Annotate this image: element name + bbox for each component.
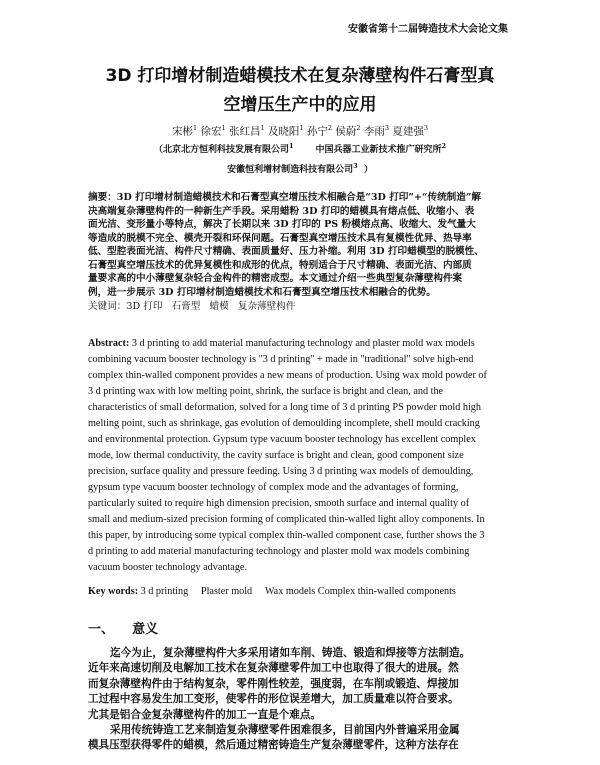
body-line: 采用传统铸造工艺来制造复杂薄壁零件困难很多，目前国内外普遍采用金属 [110,724,460,737]
body-line: 迄今为止，复杂薄壁构件大多采用诸如车削、铸造、锻造和焊接等方法制造。 [110,647,471,659]
running-header: 安徽省第十二届铸造技术大会论文集 [348,24,508,35]
abstract-label: 摘要： [88,192,117,203]
author-name: 孙宁 [306,125,328,138]
keyword: 3 d printing [140,586,189,597]
affiliation-2: 中国兵器工业新技术推广研究所 [315,145,442,155]
abstract-line [88,286,512,300]
abstract-text: characteristics of small deformation, solved for a long time of 3 d printing PS powder mold high [88,402,481,413]
affiliation-line-2 [0,158,600,178]
abstract-text: 面光洁、变形量小等特点，解决了长期以来 3D 打印的 PS 粉模熔点高、收缩大、发气量大 [88,219,476,230]
section-number: 一、 [88,622,115,637]
author-affiliation-sup: 1 [192,124,198,132]
abstract-text: 例，进一步展示 3D 打印增材制造蜡模技术和石膏型真空增压技术相融合的优势。 [88,286,436,298]
abstract-line [88,272,512,286]
abstract-line [88,259,512,273]
keyword: 复杂薄壁构件 [237,301,296,312]
abstract-text: 等造成的脱模不完全、模壳开裂和环保问题。石膏型真空增压技术具有复模性优异、热导率 [88,232,472,244]
body-line: 工过程中容易发生加工变形，使零件的形位误差增大，加工质量难以符合要求。 [88,693,459,706]
affiliations [0,138,600,178]
abstract-line [88,218,512,232]
body-text [88,646,512,754]
title-line-2: 空增压生产中的应用 [223,95,377,115]
abstract-text: complex thin-walled component provides a new means of production. Using wax mold powder of [88,370,487,381]
affiliation-1-sup: 1 [289,142,294,150]
affiliation-line-1 [0,138,600,158]
abstract-line [88,368,518,384]
author-name: 夏建强 [392,125,424,138]
abstract-text: 3D 打印增材制造蜡模技术和石膏型真空增压技术相融合是“3D 打印”+“传统制造”解 [116,192,481,203]
abstract-text: precision, surface quality and pressure feeding. Using 3 d printing wax models of demoulding, [88,466,474,477]
keyword: 3D 打印 [126,301,163,312]
author-affiliation-sup: 3 [423,124,429,132]
affiliation-close: ） [363,165,373,175]
section-title: 意义 [132,622,159,637]
abstract-text: this paper, by introducing some typical complex thin-walled component case, further shows the 3 [88,530,485,541]
body-line: 近年来高速切削及电解加工技术在复杂薄壁零件加工中也取得了很大的进展。然 [88,662,459,675]
affiliation-1: （北京北方恒利科技发展有限公司 [153,145,289,155]
abstract-text: gypsum type vacuum booster technology of complex mode and the advantages of forming, [88,482,459,493]
abstract-line [88,400,518,416]
author-name: 徐宏 [200,125,222,138]
author-affiliation-sup: 3 [384,124,390,132]
abstract-text: 3 d printing to add material manufacturing technology and plaster mold wax models [129,338,475,349]
abstract-text: small and medium-sized precision forming of complicated thin-walled light alloy components. In [88,514,485,525]
abstract-text: 量要求高的中小薄壁复杂轻合金构件的精密成型。本文通过介绍一些典型复杂薄壁构件案 [88,273,463,284]
abstract-line [88,480,518,496]
paper-title [0,62,600,120]
abstract-text: combining vacuum booster technology is "3 d printing" + made in "traditional" solve high-end [88,354,474,365]
body-line: 而复杂薄壁构件由于结构复杂，零件刚性较差，强度弱，在车削或锻造、焊接加 [88,677,459,690]
abstract-line [88,432,518,448]
abstract-line [88,191,512,205]
abstract-line [88,416,518,432]
abstract-line [88,352,518,368]
affiliation-3-sup: 3 [353,162,358,170]
abstract-line [88,232,512,246]
abstract-line [88,336,518,352]
affiliation-3: 安徽恒利增材制造科技有限公司 [227,165,354,175]
abstract-text: melting point, such as shrinkage, gas evolution of demoulding incomplete, shell mould cracking [88,418,480,429]
author-name: 张红昌 [228,125,261,138]
abstract-text: d printing to add material manufacturing technology and plaster mold wax models combining [88,546,470,557]
keyword: Wax models Complex thin-walled components [264,586,456,597]
abstract-line [88,464,518,480]
author-affiliation-sup: 2 [327,124,333,132]
abstract-line [88,512,518,528]
keywords-label: 关键词： [88,301,127,312]
chinese-keywords [88,300,305,314]
author-name: 李雨 [363,125,385,138]
keywords-label: Key words: [88,586,139,597]
keyword: Plaster mold [200,586,253,597]
author-affiliation-sup: 2 [356,124,361,132]
abstract-text: 石膏型真空增压技术的优异复模性和成形的优点，特别适合于尺寸精确、表面光洁、内部质 [88,259,472,271]
abstract-label: Abstract: [88,338,130,349]
abstract-line [88,245,512,259]
abstract-line [88,448,518,464]
affiliation-2-sup: 2 [441,142,447,150]
english-keywords [88,586,469,597]
abstract-text: and environmental protection. Gypsum type vacuum booster technology has excellent complex [88,434,476,445]
abstract-line [88,528,518,544]
abstract-line [88,205,512,219]
abstract-text: 3 d printing wax with low melting point, shrink, the surface is bright and clean, and the [88,386,444,397]
author-name: 侯蔚 [335,125,357,138]
keyword: 蜡模 [209,301,229,312]
chinese-abstract [88,191,512,299]
author-name: 宋彬 [171,125,193,138]
abstract-text: vacuum booster technology advantage. [88,562,247,573]
abstract-line [88,544,518,560]
abstract-text: particularly suited to require high dimension precision, smooth surface and internal quality of [88,498,470,509]
author-affiliation-sup: 1 [221,124,226,132]
abstract-text: 低、型腔表面光洁、构件尺寸精确、表面质量好、压力补缩。利用 3D 打印蜡模型的脱模性、 [88,246,484,257]
section-heading [88,618,158,637]
english-abstract [88,336,518,576]
body-line: 模具压型获得零件的蜡模，然后通过精密铸造生产复杂薄壁零件，这种方法存在 [88,739,459,752]
abstract-line [88,560,518,576]
abstract-line [88,496,518,512]
keyword: 石膏型 [171,301,201,312]
author-affiliation-sup: 1 [260,124,265,132]
body-line: 尤其是铝合金复杂薄壁构件的加工一直是个难点。 [88,708,322,721]
author-affiliation-sup: 1 [299,124,304,132]
author-name: 及晓阳 [267,125,300,138]
abstract-line [88,384,518,400]
abstract-text: mode, low thermal conductivity, the cavity surface is bright and clean, good component size [88,450,464,461]
abstract-text: 决高端复杂薄壁构件的一种新生产手段。采用蜡粉 3D 打印的蜡模具有熔点低、收缩小、表 [88,205,475,217]
title-line-1: 3D 打印增材制造蜡模技术在复杂薄壁构件石膏型真 [105,66,495,86]
